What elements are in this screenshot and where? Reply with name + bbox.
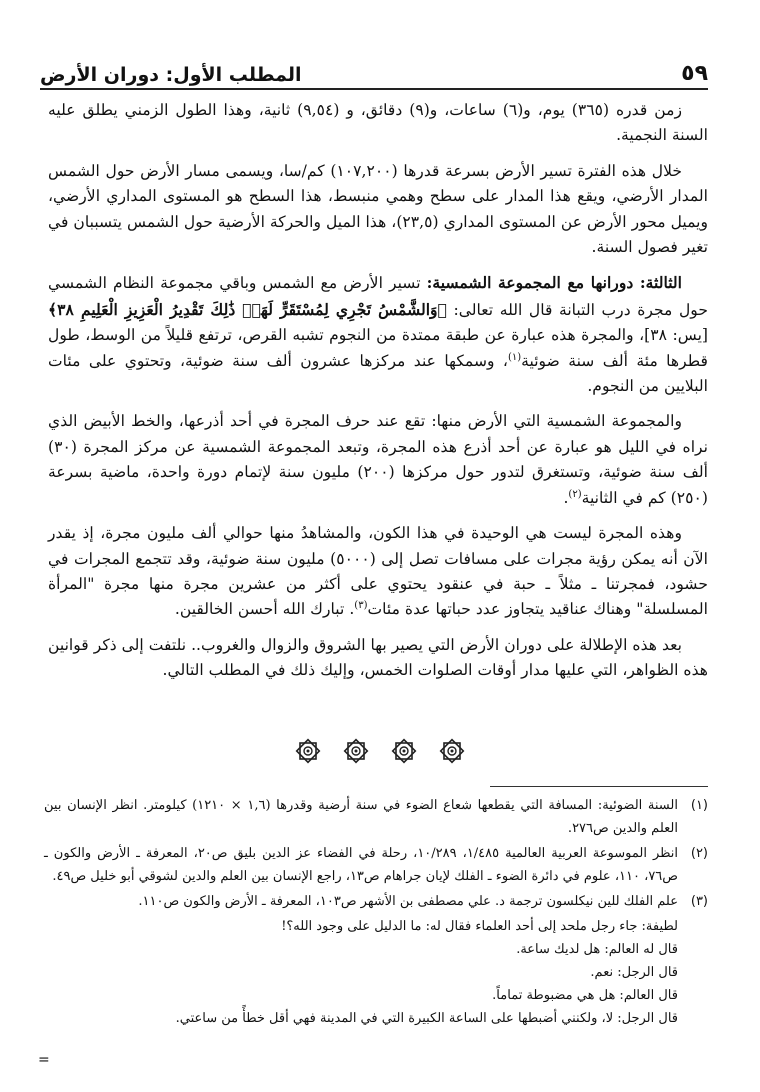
paragraph-4-end: . bbox=[563, 488, 569, 507]
paragraph-5-text: وهذه المجرة ليست هي الوحيدة في هذا الكون، والمشاهدُ منها حوالي ألف مليون مجرة، إذ يقدر الآن أنه يمكن رؤية مجرات على مسافات تصل إلى (٥٠٠٠) مليون سنة ضوئية، وقد تتجمع المجرات في حشود، فمجرتنا ـ مثلاً ـ حبة في عنقود يحتوي على أكثر من عشرين مجرة منها مجرة "المرأة المسلسلة" وهناك عناقيد يتجاوز عدد حباتها عدة مئات bbox=[48, 524, 708, 619]
footnote-3-anecdote bbox=[44, 915, 708, 1030]
footnote-2 bbox=[44, 842, 708, 888]
paragraph-5-end: . تبارك الله أحسن الخالقين. bbox=[174, 600, 355, 619]
paragraph-1: زمن قدره (٣٦٥) يوم، و(٦) ساعات، و(٩) دقائق، و (٩,٥٤) ثانية، وهذا الطول الزمني يطلق عليه السنة النجمية. bbox=[48, 101, 708, 145]
paragraph-2: خلال هذه الفترة تسير الأرض بسرعة قدرها (١٠٧,٢٠٠) كم/سا، ويسمى مسار الأرض حول الشمس المدار الأرضي، ويقع هذا المدار على سطح وهمي منبسط، هذا السطح هو المستوى المداري الأرضي، ويميل محور الأرض عن المستوى المداري (٢٣,٥)، هذا الميل والحركة الأرضية حول الشمس يتسببان في تغير فصول السنة. bbox=[48, 161, 708, 257]
footnote-line: لطيفة: جاء رجل ملحد إلى أحد العلماء فقال له: ما الدليل على وجود الله؟! bbox=[281, 919, 678, 934]
continuation-mark: = bbox=[38, 1052, 50, 1068]
footnote-line: قال الرجل: نعم. bbox=[590, 965, 678, 980]
footnote-line: قال الرجل: لا، ولكنني أضبطها على الساعة الكبيرة التي في المدينة فهي أقل خطأً من ساعتي. bbox=[175, 1011, 678, 1026]
section-heading-third: الثالثة: دورانها مع المجموعة الشمسية: bbox=[426, 273, 682, 293]
page-number: ٥٩ bbox=[681, 61, 708, 86]
header-rule bbox=[40, 88, 708, 90]
page-header bbox=[40, 46, 708, 86]
ornament-icon bbox=[391, 738, 417, 764]
paragraph-4-text: والمجموعة الشمسية التي الأرض منها: تقع عند حرف المجرة في أحد أذرعها، والخط الأبيض الذي نراه في الليل هو عبارة عن أحد أذرع هذه المجرة، وتبعد المجموعة الشمسية عن مركز المجرة (٣٠) ألف سنة ضوئية، وتستغرق لتدور حول مركزها (٢٠٠) مليون سنة لإتمام دورة واحدة، ماضية بسرعة (٢٥٠) كم في الثانية bbox=[48, 412, 708, 507]
footnote-3 bbox=[44, 890, 708, 913]
footnote-line: علم الفلك للين نيكلسون ترجمة د. علي مصطفى بن الأشهر ص١٠٣، المعرفة ـ الأرض والكون ص١١٠. bbox=[138, 894, 678, 909]
ornament-icon bbox=[439, 738, 465, 764]
running-head: المطلب الأول: دوران الأرض bbox=[40, 64, 302, 86]
footnote-line: قال العالم: هل هي مضبوطة تماماً. bbox=[492, 988, 678, 1003]
footnote-ref-1[interactable]: (١) bbox=[507, 351, 522, 363]
paragraph-3-text-c: ، وسمكها عند مركزها عشرون ألف سنة ضوئية، وتحتوي على مئات البلايين من النجوم. bbox=[48, 351, 708, 396]
paragraph-3-text-a: تسير الأرض مع الشمس وباقي مجموعة النظام الشمسي حول مجرة درب التبانة قال الله تعالى: bbox=[48, 274, 709, 319]
footnote-line: قال له العالم: هل لديك ساعة. bbox=[516, 942, 678, 957]
footnote-text bbox=[44, 890, 678, 913]
section-divider-ornaments bbox=[0, 738, 760, 764]
footnote-ref-2[interactable]: (٢) bbox=[568, 488, 582, 500]
footnote-number: (٣) bbox=[690, 894, 708, 909]
ornament-icon bbox=[343, 738, 369, 764]
ornament-icon bbox=[295, 738, 321, 764]
paragraph-3-text-b: [يس: ٣٨]، والمجرة هذه عبارة عن طبقة ممتدة من النجوم تشبه القرص، ترتفع قليلاً من الوسط، طول قطرها مئة ألف سنة ضوئية bbox=[48, 326, 709, 370]
paragraph-5 bbox=[48, 521, 708, 623]
footnote-text: السنة الضوئية: المسافة التي يقطعها شعاع الضوء في سنة أرضية وقدرها (١,٦ × ١٢١٠) كيلومتر. انظر الإنسان بين العلم والدين ص٢٧٦. bbox=[44, 798, 678, 836]
footnote-separator bbox=[490, 786, 708, 787]
footnote-1 bbox=[44, 794, 708, 840]
footnote-text: انظر الموسوعة العربية العالمية ١/٤٨٥، ١٠/٢٨٩، رحلة في الفضاء عز الدين بليق ص٢٠، المعرفة ـ الأرض والكون ـ ص٧٦، ١١٠، علوم في دائرة الضوء ـ الفلك لإيان جراهام ص١٣، راجع الإنسان بين العلم والدين لشوقي أبو خليل ص٤٩. bbox=[44, 846, 679, 884]
quran-verse: ﴿وَالشَّمْسُ تَجْرِي لِمُسْتَقَرٍّ لَهَاۚ ذَٰلِكَ تَقْدِيرُ الْعَزِيزِ الْعَلِيمِ ٣٨﴾ bbox=[48, 299, 447, 319]
footnote-number: (١) bbox=[690, 798, 708, 813]
main-text bbox=[48, 98, 708, 694]
paragraph-6: بعد هذه الإطلالة على دوران الأرض التي يصير بها الشروق والزوال والغروب.. نلتفت إلى ذكر قوانين هذه الظواهر، التي عليها مدار أوقات الصلوات الخمس، وإليك ذلك في المطلب التالي. bbox=[48, 635, 708, 680]
footnote-ref-3[interactable]: (٣) bbox=[354, 600, 368, 612]
paragraph-4 bbox=[48, 409, 708, 511]
paragraph-3 bbox=[48, 270, 708, 399]
footnotes bbox=[44, 794, 708, 1030]
footnote-number: (٢) bbox=[690, 846, 708, 861]
